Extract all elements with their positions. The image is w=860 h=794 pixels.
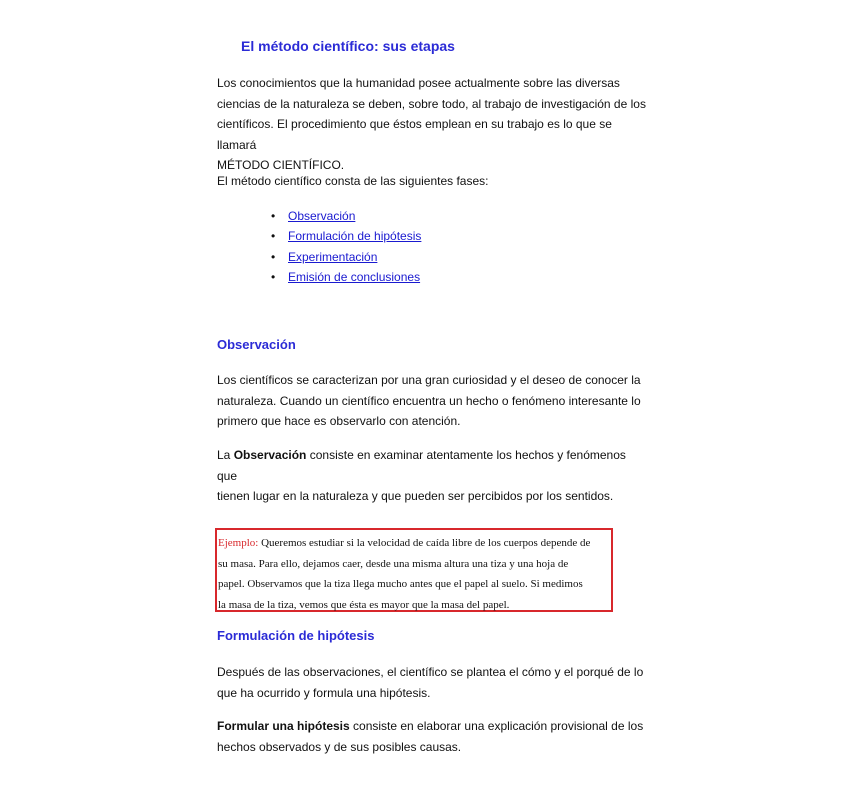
list-item	[271, 206, 421, 226]
text-line: papel. Observamos que la tiza llega mucho antes que el papel al suelo. Si medimos	[218, 578, 583, 590]
text-line: MÉTODO CIENTÍFICO.	[217, 158, 345, 172]
example-box	[215, 528, 613, 612]
link-formulacion-hipotesis[interactable]: Formulación de hipótesis	[288, 229, 422, 244]
text-line: Los científicos se caracterizan por una gran curiosidad y el deseo de conocer la	[217, 373, 641, 387]
text-fragment: Queremos estudiar si la velocidad de caída libre de los cuerpos depende de	[258, 537, 591, 549]
phases-intro: El método científico consta de las siguientes fases:	[217, 174, 489, 188]
text-line	[218, 533, 611, 554]
text-line: primero que hace es observarlo con atención.	[217, 414, 461, 428]
section-heading-hipotesis: Formulación de hipótesis	[217, 628, 375, 643]
text-fragment: La	[217, 448, 234, 462]
text-line: que ha ocurrido y formula una hipótesis.	[217, 685, 431, 700]
text-line: su masa. Para ello, dejamos caer, desde una misma altura una tiza y una hoja de	[218, 557, 569, 570]
observacion-paragraph-1	[217, 370, 647, 432]
text-line: hechos observados y de sus posibles causas.	[217, 739, 462, 754]
list-item	[271, 267, 421, 287]
text-fragment: consiste en examinar atentamente los hechos y fenómenos que	[217, 448, 626, 483]
hipotesis-paragraph-2	[217, 716, 647, 757]
bold-term: Formular una hipótesis	[217, 719, 350, 733]
link-observacion[interactable]: Observación	[288, 209, 356, 223]
text-line: la masa de la tiza, vemos que ésta es mayor que la masa del papel.	[218, 598, 510, 611]
text-line: ciencias de la naturaleza se deben, sobre todo, al trabajo de investigación de los	[217, 96, 646, 111]
observacion-paragraph-2	[217, 445, 647, 507]
text-line: naturaleza. Cuando un científico encuentra un hecho o fenómeno interesante lo	[217, 393, 641, 408]
section-heading-observacion: Observación	[217, 337, 296, 352]
text-line	[217, 716, 647, 737]
text-line: científicos. El procedimiento que éstos emplean en su trabajo es lo que se llamará	[217, 117, 612, 152]
text-line: Después de las observaciones, el científico se plantea el cómo y el porqué de lo	[217, 665, 644, 679]
text-line: Los conocimientos que la humanidad posee actualmente sobre las diversas	[217, 76, 620, 90]
phases-list	[271, 206, 421, 287]
page-title: El método científico: sus etapas	[241, 38, 455, 54]
text-line	[217, 445, 647, 486]
link-experimentacion[interactable]: Experimentación	[288, 249, 378, 264]
example-label: Ejemplo:	[218, 537, 259, 549]
bold-term: Observación	[233, 448, 307, 462]
text-fragment: consiste en elaborar una explicación provisional de los	[349, 719, 644, 733]
text-line: tienen lugar en la naturaleza y que pueden ser percibidos por los sentidos.	[217, 489, 614, 503]
list-item	[271, 226, 421, 246]
list-item	[271, 247, 421, 267]
intro-paragraph	[217, 73, 647, 176]
hipotesis-paragraph-1	[217, 662, 647, 703]
link-emision-conclusiones[interactable]: Emisión de conclusiones	[288, 269, 421, 284]
